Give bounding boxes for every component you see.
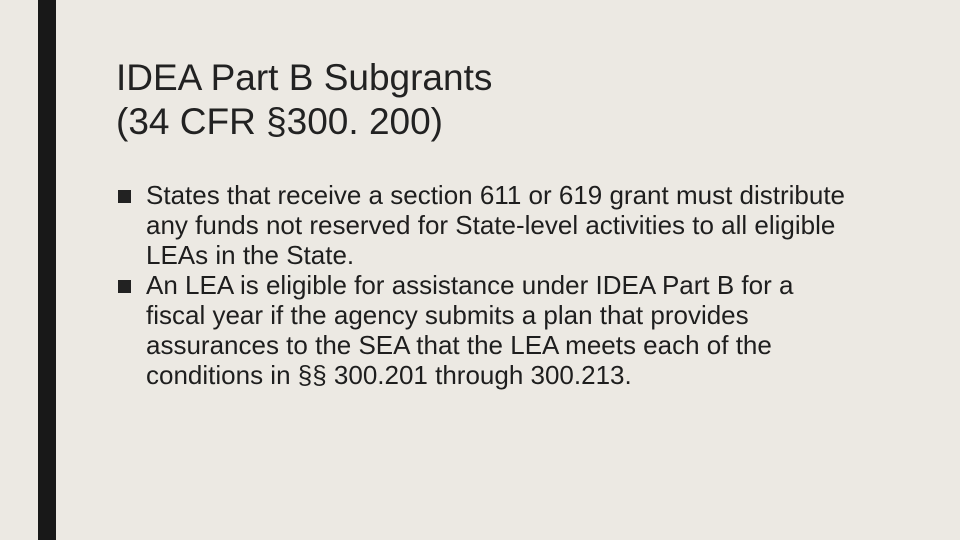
square-bullet-icon — [118, 190, 131, 203]
bullet-text: An LEA is eligible for assistance under IDEA Part B for a fiscal year if the agency submits a plan that provides assurances to the SEA that the LEA meets each of the conditions in §§ 300.201 through 300.213. — [146, 270, 794, 390]
bullet-list — [116, 180, 856, 390]
square-bullet-icon — [118, 280, 131, 293]
slide-title-line-1: IDEA Part B Subgrants — [116, 57, 493, 98]
accent-bar — [38, 0, 56, 540]
bullet-text: States that receive a section 611 or 619 grant must distribute any funds not reserved for State-level activities to all eligible LEAs in the State. — [146, 180, 846, 270]
slide-title-line-2: (34 CFR §300. 200) — [116, 101, 444, 142]
bullet-item — [116, 270, 856, 390]
bullet-item — [116, 180, 856, 270]
slide-title — [116, 56, 896, 144]
